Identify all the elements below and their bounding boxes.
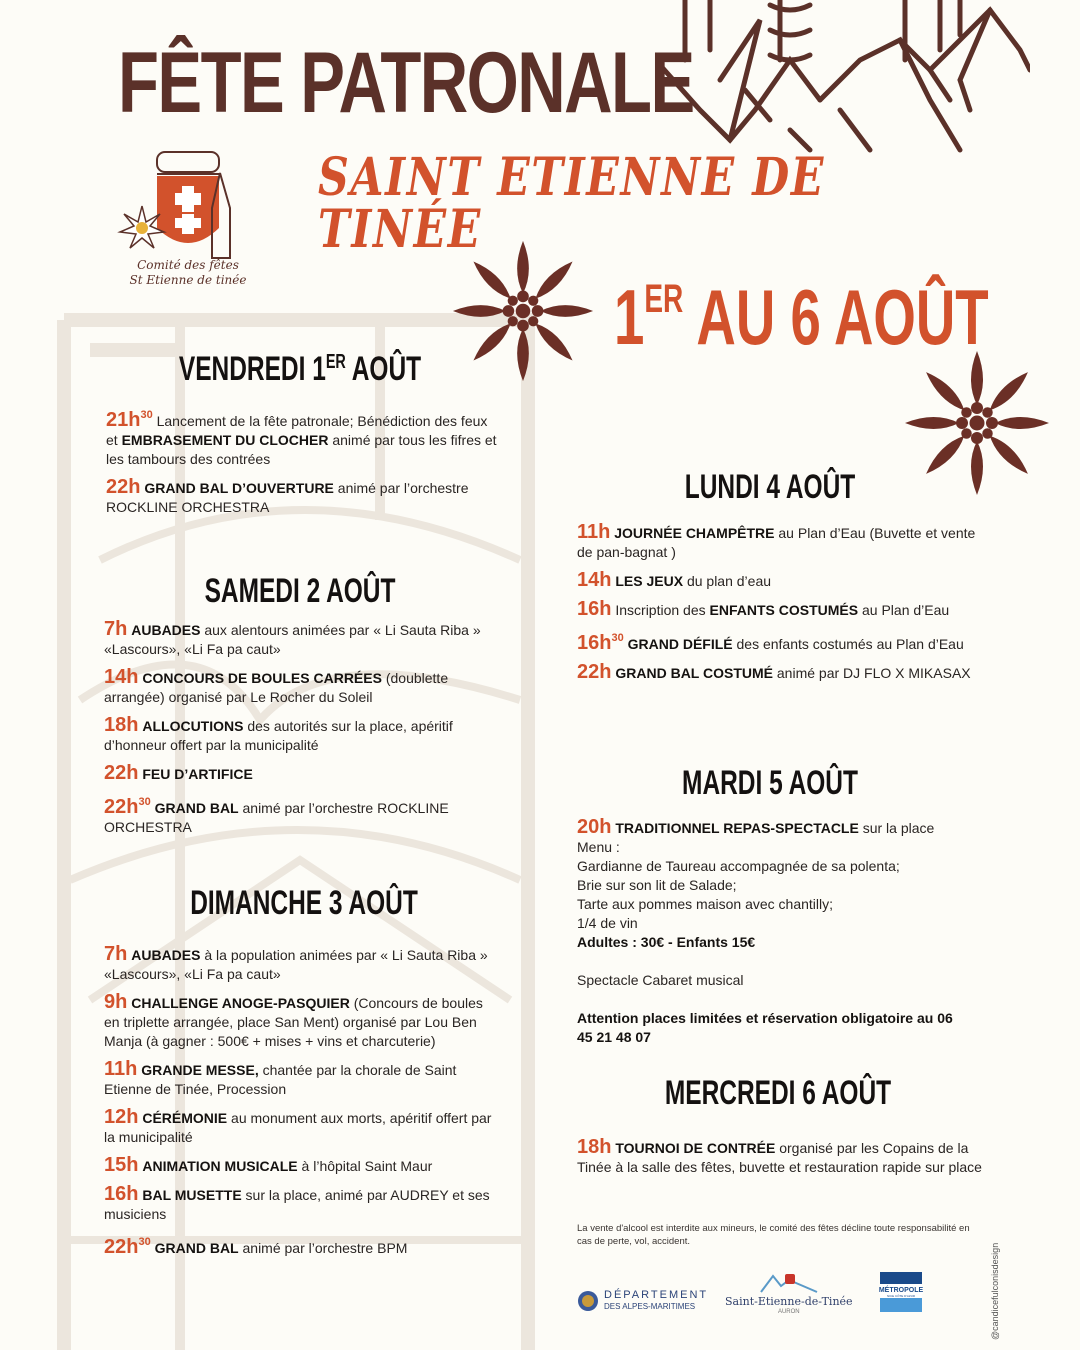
event-item [104,716,499,755]
wednesday-events [577,1138,987,1177]
event-item [106,406,501,469]
festival-dates [614,273,989,361]
time-hour: 11h [577,521,611,543]
reservation-notice: Attention places limitées et réservation obligatoire au 06 45 21 48 07 [577,1010,953,1045]
logo-caption-line2: St Etienne de tinée [129,273,247,287]
event-item [104,668,499,707]
event-text: animé par tous les fifres et les tambours des contrées [106,432,497,467]
event-time [577,569,611,591]
show-info: Spectacle Cabaret musical [577,972,744,988]
event-title: GRANDE MESSE, [141,1062,259,1078]
event-title: AUBADES [131,622,201,638]
event-text: (Concours de boules en triplette arrangée, place San Ment) organisé par Lou Ben Manja (à gagner : 500€ + mises + vins et charcuterie) [104,995,483,1049]
event-title: GRAND DÉFILÉ [627,636,733,652]
day-heading-sunday: DIMANCHE 3 AOÛT [190,884,418,922]
time-hour: 11h [104,1058,138,1080]
heading-text: VENDREDI 1 [178,350,326,388]
alcohol-disclaimer: La vente d'alcool est interdite aux mineurs, le comité des fêtes décline toute responsabilité en cas de perte, vol, accident. [577,1223,970,1247]
time-hour: 22h [106,476,141,498]
event-time [104,1236,151,1258]
sponsor-town [725,1272,853,1315]
time-hour: 18h [104,714,139,736]
time-hour: 21h [106,409,141,431]
day-heading-friday [156,352,444,386]
event-title: BAL MUSETTE [142,1187,242,1203]
dates-rest: AU 6 AOÛT [683,273,989,361]
event-time [577,521,610,543]
designer-credit: @candicefulconisdesign [990,1242,1000,1340]
event-item [577,600,987,620]
event-text: à l’hôpital Saint Maur [297,1158,433,1174]
event-text: au Plan d’Eau [858,602,950,618]
event-item [104,1156,499,1176]
event-time [577,661,611,683]
event-item [104,1060,499,1099]
event-title: GRAND BAL COSTUMÉ [615,665,773,681]
event-time [104,991,127,1013]
day-heading-tuesday: MARDI 5 AOÛT [682,764,858,802]
event-time [104,943,127,965]
friday-events [106,406,501,526]
departement-line1: DÉPARTEMENT [604,1289,709,1301]
event-item [104,620,499,659]
event-text: des autorités sur la place, apéritif d’honneur offert par la municipalité [104,718,453,753]
event-time [577,598,611,620]
event-time [104,666,138,688]
menu-line: Brie sur son lit de Salade; [577,877,737,893]
event-title: CÉRÉMONIE [142,1110,228,1126]
metropole-sub: NICE CÔTE D'AZUR [886,1293,916,1298]
event-text: Lancement de la fête patronale; Bénédiction des feux et [106,413,488,448]
event-title: GRAND BAL D’OUVERTURE [144,480,334,496]
event-item [104,764,499,784]
time-hour: 12h [104,1106,139,1128]
poster-subtitle: SAINT ETIENNE DE TINÉE [318,147,826,260]
event-title: FEU D’ARTIFICE [142,766,253,782]
time-hour: 14h [577,569,612,591]
event-text: sur la place [858,820,935,836]
event-text: organisé par les Copains de la Tinée à la salle des fêtes, buvette et restauration rapide sur place [577,1140,982,1175]
logo-caption [118,258,258,288]
event-text: animé par DJ FLO X MIKASAX [773,665,971,681]
event-time [104,714,138,736]
event-text: (doublette arrangée) organisé par Le Rocher du Soleil [104,670,449,705]
dates-prefix: 1 [614,273,645,361]
time-minutes: 30 [611,632,624,644]
time-hour: 20h [577,816,612,838]
event-title: CONCOURS DE BOULES CARRÉES [142,670,382,686]
menu-line: Gardianne de Taureau accompagnée de sa polenta; [577,858,900,874]
departement-emblem-icon [577,1290,599,1312]
event-item [577,818,987,838]
time-hour: 22h [104,1236,139,1258]
event-time [104,1106,138,1128]
town-name: Saint-Etienne-de-Tinée [725,1295,853,1308]
event-item [577,629,987,654]
event-text: animé par l’orchestre BPM [238,1240,408,1256]
time-hour: 22h [104,762,139,784]
event-time [104,1058,137,1080]
time-hour: 22h [577,661,612,683]
event-title: GRAND BAL [154,1240,239,1256]
event-time [104,1183,138,1205]
event-title: TOURNOI DE CONTRÉE [615,1140,776,1156]
time-hour: 16h [577,598,612,620]
event-text: Inscription des [611,602,710,618]
dates-sup: ER [644,277,684,321]
event-item [104,1233,499,1258]
day-heading-wednesday: MERCREDI 6 AOÛT [664,1074,892,1112]
metropole-name: MÉTROPOLE [878,1286,924,1294]
event-time [577,1136,611,1158]
saturday-events [104,620,499,846]
menu-prices: Adultes : 30€ - Enfants 15€ [577,934,756,950]
event-text: aux alentours animées par « Li Sauta Riba » «Lascours», «Li Fa pa caut» [104,622,481,657]
event-item [577,523,987,562]
time-minutes: 30 [138,1236,151,1248]
event-text: à la population animées par « Li Sauta Riba » «Lascours», «Li Fa pa caut» [104,947,488,982]
tuesday-events [577,818,987,1047]
town-logo-icon [759,1272,819,1294]
logo-caption-line1: Comité des fêtes [137,258,239,272]
metropole-logo [880,1272,922,1312]
event-item [104,1185,499,1224]
time-hour: 16h [577,632,612,654]
event-time [106,409,153,431]
event-title: CHALLENGE ANOGE-PASQUIER [131,995,350,1011]
heading-text: AOÛT [345,350,422,388]
menu-line: Tarte aux pommes maison avec chantilly; [577,896,833,912]
time-hour: 14h [104,666,139,688]
poster-title: FÊTE PATRONALE [118,35,694,131]
time-hour: 16h [104,1183,139,1205]
menu-line: Menu : [577,839,620,855]
time-hour: 9h [104,991,128,1013]
event-item [106,478,501,517]
departement-text [604,1290,708,1312]
monday-events [577,523,987,692]
event-text: au monument aux morts, apéritif offert par la municipalité [104,1110,492,1145]
event-item [104,993,499,1051]
day-heading-monday: LUNDI 4 AOÛT [684,468,856,506]
departement-line2: DES ALPES-MARITIMES [604,1302,696,1311]
day-heading-saturday: SAMEDI 2 AOÛT [204,572,396,610]
event-item [577,663,987,683]
time-hour: 7h [104,618,128,640]
event-title: LES JEUX [615,573,684,589]
event-title: TRADITIONNEL REPAS-SPECTACLE [615,820,859,836]
time-hour: 18h [577,1136,612,1158]
sponsor-departement [577,1290,708,1312]
time-hour: 7h [104,943,128,965]
time-minutes: 30 [140,409,153,421]
event-title: JOURNÉE CHAMPÊTRE [614,525,775,541]
event-item [577,1138,987,1177]
event-text: du plan d’eau [683,573,772,589]
event-title: EMBRASEMENT DU CLOCHER [121,432,329,448]
event-item [104,945,499,984]
event-time [104,796,151,818]
sponsor-logos [577,1272,997,1322]
event-time [577,632,624,654]
edelweiss-icon [902,348,1052,498]
event-text: animé par l’orchestre ROCKLINE ORCHESTRA [106,480,469,515]
sponsor-metropole [880,1272,922,1312]
event-text: chantée par la chorale de Saint Etienne de Tinée, Procession [104,1062,457,1097]
event-title: ENFANTS COSTUMÉS [709,602,859,618]
town-sub: AURON [777,1309,800,1315]
event-time [577,816,611,838]
edelweiss-icon [450,238,596,384]
mountains-illustration [660,0,1030,160]
event-item [577,571,987,591]
event-item [104,793,499,837]
event-title: ANIMATION MUSICALE [142,1158,298,1174]
event-time [104,1154,138,1176]
time-hour: 15h [104,1154,139,1176]
menu-line: 1/4 de vin [577,915,638,931]
event-title: ALLOCUTIONS [142,718,244,734]
heading-sup: ER [325,351,346,373]
event-text: au Plan d’Eau (Buvette et vente de pan-bagnat ) [577,525,976,560]
event-time [104,618,127,640]
event-item [104,1108,499,1147]
sunday-events [104,945,499,1267]
event-time [106,476,140,498]
event-title: GRAND BAL [154,800,239,816]
event-text: animé par l’orchestre ROCKLINE ORCHESTRA [104,800,449,835]
event-text: sur la place, animé par AUDREY et ses musiciens [104,1187,490,1222]
event-time [104,762,138,784]
time-minutes: 30 [138,796,151,808]
event-text: des enfants costumés au Plan d’Eau [732,636,964,652]
time-hour: 22h [104,796,139,818]
event-title: AUBADES [131,947,201,963]
